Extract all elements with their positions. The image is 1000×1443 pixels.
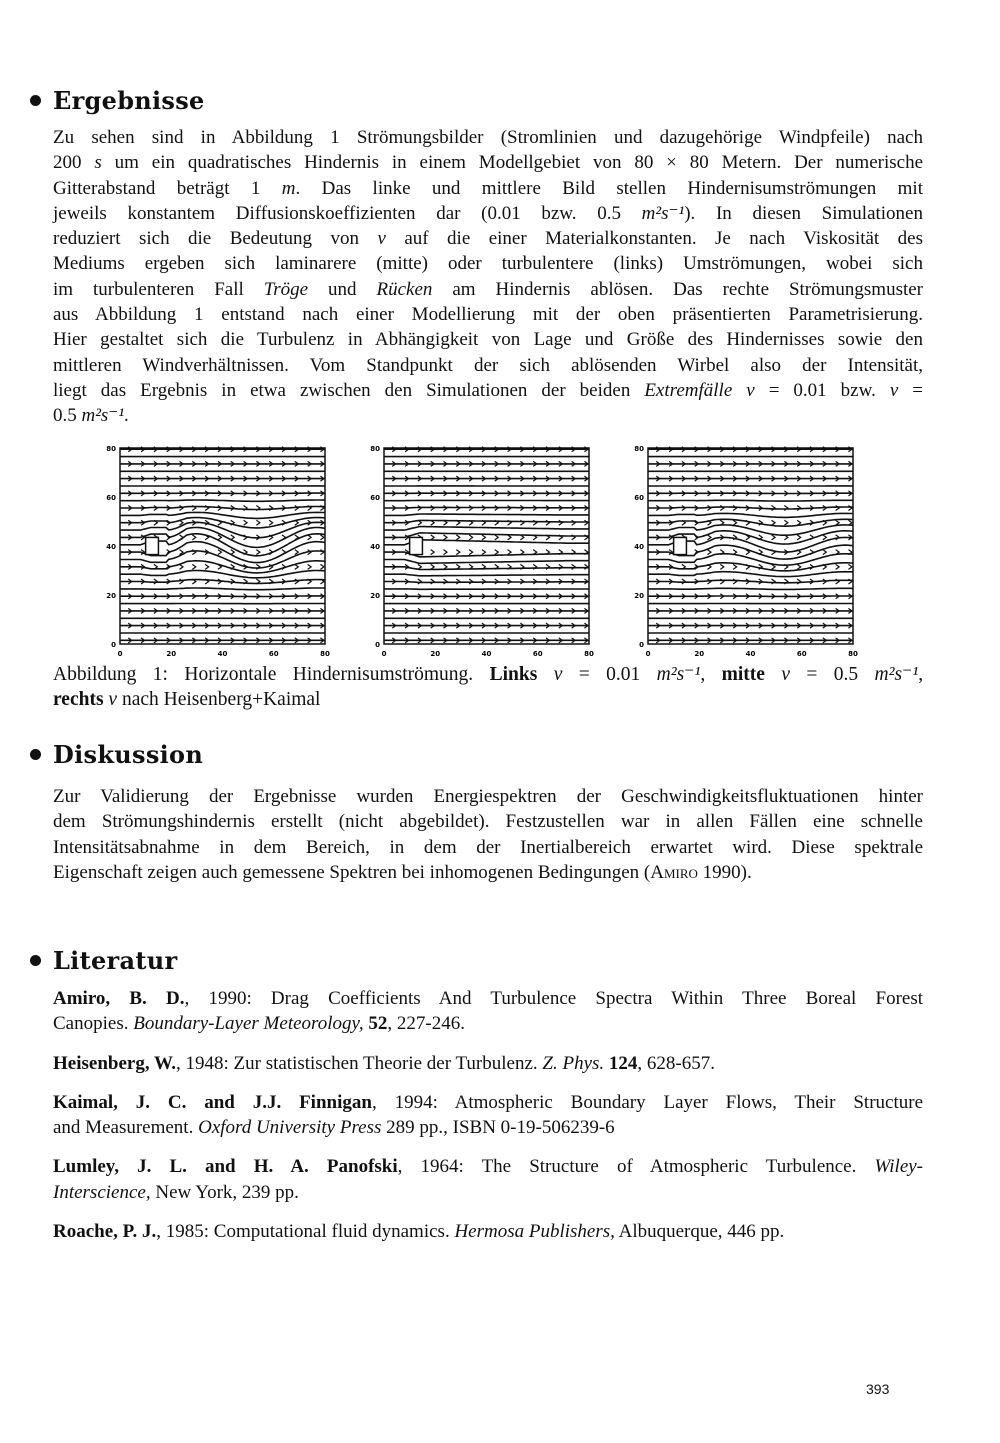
text-line bbox=[53, 176, 923, 201]
y-tick-label: 20 bbox=[106, 592, 116, 600]
text-run: ν bbox=[377, 228, 386, 250]
heading-text: Diskussion bbox=[53, 740, 204, 769]
text-run: m²s⁻¹ bbox=[81, 405, 125, 427]
page-number: 393 bbox=[866, 1381, 890, 1397]
x-tick-label: 20 bbox=[166, 650, 177, 658]
x-tick-label: 40 bbox=[217, 650, 228, 658]
text-line bbox=[53, 327, 923, 352]
text-run: und bbox=[308, 278, 377, 300]
text-run: nach Heisenberg+Kaimal bbox=[117, 689, 321, 711]
figure-panel-right bbox=[628, 440, 868, 660]
text-run: Eigenschaft zeigen auch gemessene Spektren bei inhomogenen Bedingungen ( bbox=[53, 861, 651, 883]
y-tick-label: 40 bbox=[370, 543, 380, 551]
streamline bbox=[648, 500, 853, 501]
text-line bbox=[53, 1011, 923, 1036]
streamline bbox=[384, 507, 589, 508]
text-run: jeweils konstantem Diffusionskoeffizienten dar (0.01 bzw. 0.5 bbox=[53, 202, 642, 224]
reference-item bbox=[53, 1154, 923, 1205]
x-tick-label: 40 bbox=[481, 650, 492, 658]
text-line bbox=[53, 1115, 923, 1140]
text-run: = 0.5 bbox=[789, 664, 875, 685]
paragraph-diskussion bbox=[53, 784, 923, 885]
text-run: mitte bbox=[721, 664, 765, 685]
text-run: Intensitätsabnahme in dem Bereich, in dem der Inertialbereich erwartet wird. Diese spektrale bbox=[53, 836, 923, 858]
text-line bbox=[53, 251, 923, 276]
text-run: Canopies. bbox=[53, 1013, 134, 1035]
y-tick-label: 60 bbox=[634, 494, 644, 502]
obstacle-square bbox=[146, 537, 159, 554]
text-run: 1990). bbox=[697, 861, 752, 883]
text-run: ). In diesen Simulationen bbox=[684, 202, 923, 224]
text-run: 0.5 bbox=[53, 405, 82, 427]
text-run: . Das linke und mittlere Bild stellen Hindernisumströmungen mit bbox=[295, 177, 923, 199]
text-run: ν bbox=[553, 664, 563, 685]
text-run: , 1964: The Structure of Atmospheric Turbulence. bbox=[397, 1156, 875, 1178]
text-line bbox=[53, 150, 923, 175]
text-run: Albuquerque, 446 pp. bbox=[614, 1221, 785, 1243]
text-run: m²s⁻¹ bbox=[874, 664, 919, 685]
text-run: um ein quadratisches Hindernis in einem Modellgebiet von 80 × 80 Metern. Der numerische bbox=[101, 152, 923, 174]
text-line bbox=[53, 986, 923, 1011]
text-run: Amiro, B. D. bbox=[53, 988, 185, 1009]
reference-item bbox=[53, 1219, 923, 1244]
y-tick-label: 0 bbox=[639, 641, 644, 649]
text-run: s bbox=[94, 152, 102, 174]
text-run: m²s⁻¹ bbox=[641, 202, 685, 224]
text-run: Rücken bbox=[376, 278, 433, 300]
bullet-icon bbox=[30, 95, 41, 106]
streamline bbox=[648, 588, 853, 589]
streamline bbox=[384, 582, 589, 583]
obstacle-square bbox=[674, 537, 687, 554]
text-run: 124 bbox=[608, 1052, 638, 1074]
x-tick-label: 60 bbox=[268, 650, 279, 658]
text-line bbox=[53, 353, 923, 378]
y-tick-label: 40 bbox=[634, 543, 644, 551]
text-run: and Measurement. bbox=[53, 1117, 199, 1139]
obstacle-square bbox=[410, 537, 423, 554]
x-tick-label: 60 bbox=[796, 650, 807, 658]
text-run: ν bbox=[781, 664, 790, 685]
text-run: , bbox=[700, 664, 722, 685]
text-run: , 1985: Computational fluid dynamics. bbox=[156, 1221, 455, 1243]
text-run: m bbox=[281, 177, 296, 199]
reference-item bbox=[53, 986, 923, 1037]
text-run: = bbox=[898, 379, 924, 401]
text-line bbox=[53, 378, 923, 403]
text-run: ν bbox=[889, 379, 899, 401]
text-run: Wiley- bbox=[874, 1156, 924, 1178]
y-tick-label: 0 bbox=[375, 641, 380, 649]
figure-panel-left bbox=[100, 440, 340, 660]
text-line bbox=[53, 784, 923, 809]
reference-item bbox=[53, 1051, 923, 1076]
text-line bbox=[53, 1219, 923, 1244]
text-run: aus Abbildung 1 entstand nach einer Modellierung mit der oben präsentierten Parametrisierung. bbox=[53, 304, 923, 326]
text-run: Zur Validierung der Ergebnisse wurden Energiespektren der Geschwindigkeitsfluktuationen hinter bbox=[53, 786, 923, 807]
y-tick-label: 80 bbox=[106, 445, 116, 453]
references-list bbox=[53, 986, 923, 1258]
text-run: ν bbox=[108, 689, 118, 711]
heading-literatur bbox=[30, 946, 177, 975]
text-run: = 0.01 bbox=[562, 664, 657, 685]
x-tick-label: 20 bbox=[694, 650, 705, 658]
x-tick-label: 0 bbox=[381, 650, 387, 658]
bullet-icon bbox=[30, 955, 41, 966]
text-line bbox=[53, 835, 923, 860]
text-line bbox=[53, 1051, 923, 1076]
text-run: Hermosa Publishers, bbox=[454, 1221, 615, 1243]
heading-ergebnisse bbox=[30, 86, 205, 115]
text-run: mittleren Windverhältnissen. Vom Standpunkt der sich ablösenden Wirbel also der Intensität, bbox=[53, 354, 923, 376]
text-line bbox=[53, 860, 923, 885]
text-line bbox=[53, 1154, 923, 1179]
text-run: Oxford University Press bbox=[198, 1117, 382, 1139]
y-tick-label: 40 bbox=[106, 543, 116, 551]
text-run: m²s⁻¹ bbox=[656, 664, 701, 685]
text-line bbox=[53, 1180, 923, 1205]
streamline bbox=[120, 500, 325, 501]
y-tick-label: 80 bbox=[634, 445, 644, 453]
text-run: , 628-657. bbox=[637, 1052, 715, 1074]
text-run: Zu sehen sind in Abbildung 1 Strömungsbilder (Stromlinien und dazugehörige Windpfeile) nach bbox=[53, 127, 923, 148]
text-run bbox=[765, 664, 781, 685]
text-line bbox=[53, 809, 923, 834]
text-line bbox=[53, 687, 923, 712]
text-run: . bbox=[124, 405, 129, 427]
text-run: , 1994: Atmospheric Boundary Layer Flows, Their Structure bbox=[371, 1091, 924, 1113]
text-run: 289 pp., ISBN 0-19-506239-6 bbox=[381, 1117, 615, 1139]
text-run bbox=[537, 664, 553, 685]
heading-diskussion bbox=[30, 740, 203, 769]
text-run: Boundary-Layer Meteorology, bbox=[133, 1013, 364, 1035]
y-tick-label: 60 bbox=[370, 494, 380, 502]
text-line bbox=[53, 302, 923, 327]
y-tick-label: 60 bbox=[106, 494, 116, 502]
text-run: Roache, P. J. bbox=[53, 1221, 157, 1243]
y-tick-label: 20 bbox=[634, 592, 644, 600]
text-run: Abbildung 1: Horizontale Hindernisumströmung. bbox=[53, 664, 490, 685]
figure-panel-middle bbox=[364, 440, 604, 660]
text-run: reduziert sich die Bedeutung von bbox=[53, 228, 378, 250]
text-run: dem Strömungshindernis erstellt (nicht abgebildet). Festzustellen war in allen Fällen eine schnelle bbox=[53, 811, 923, 833]
text-run: Heisenberg, W. bbox=[53, 1052, 176, 1074]
text-run: Amiro bbox=[650, 861, 698, 883]
text-run: Tröge bbox=[263, 278, 309, 300]
text-line bbox=[53, 662, 923, 687]
text-run: Kaimal, J. C. and J.J. Finnigan bbox=[53, 1091, 372, 1113]
y-tick-label: 0 bbox=[111, 641, 116, 649]
text-line bbox=[53, 201, 923, 226]
text-run: = 0.01 bzw. bbox=[754, 379, 890, 401]
text-run: am Hindernis ablösen. Das rechte Strömungsmuster bbox=[432, 278, 924, 300]
heading-text: Ergebnisse bbox=[53, 86, 205, 115]
text-run: auf die einer Materialkonstanten. Je nach Viskosität des bbox=[385, 228, 923, 250]
streamline bbox=[120, 596, 325, 597]
bullet-icon bbox=[30, 749, 41, 760]
text-run: Mediums ergeben sich laminarere (mitte) oder turbulentere (links) Umströmungen, wobei sich bbox=[53, 253, 923, 275]
text-run: 200 bbox=[53, 152, 95, 174]
streamline bbox=[120, 493, 325, 494]
text-run: New York, 239 pp. bbox=[150, 1181, 299, 1203]
text-run: rechts bbox=[53, 689, 104, 711]
text-run: Z. Phys. bbox=[542, 1052, 605, 1074]
text-run: Extremfälle ν bbox=[644, 379, 755, 401]
text-line bbox=[53, 125, 923, 150]
x-tick-label: 60 bbox=[532, 650, 543, 658]
text-run: im turbulenteren Fall bbox=[53, 278, 264, 300]
text-run: liegt das Ergebnis in etwa zwischen den Simulationen der beiden bbox=[53, 379, 645, 401]
text-run: 52 bbox=[368, 1013, 388, 1035]
y-tick-label: 20 bbox=[370, 592, 380, 600]
y-tick-label: 80 bbox=[370, 445, 380, 453]
text-run: Interscience, bbox=[53, 1181, 151, 1203]
text-line bbox=[53, 277, 923, 302]
text-run: Links bbox=[489, 664, 538, 685]
heading-text: Literatur bbox=[53, 946, 178, 975]
x-tick-label: 80 bbox=[584, 650, 594, 658]
x-tick-label: 20 bbox=[430, 650, 441, 658]
x-tick-label: 40 bbox=[745, 650, 756, 658]
x-tick-label: 80 bbox=[320, 650, 330, 658]
text-line bbox=[53, 226, 923, 251]
text-line bbox=[53, 1090, 923, 1115]
streamline bbox=[384, 514, 589, 515]
text-run: , 1990: Drag Coefficients And Turbulence Spectra Within Three Boreal Forest bbox=[184, 988, 924, 1009]
text-run: Gitterabstand beträgt 1 bbox=[53, 177, 282, 199]
x-tick-label: 0 bbox=[645, 650, 651, 658]
x-tick-label: 80 bbox=[848, 650, 858, 658]
paragraph-ergebnisse bbox=[53, 125, 923, 429]
figure-caption bbox=[53, 662, 923, 713]
x-tick-label: 0 bbox=[117, 650, 123, 658]
text-run: Lumley, J. L. and H. A. Panofski bbox=[53, 1156, 398, 1178]
text-run: Hier gestaltet sich die Turbulenz in Abhängigkeit von Lage und Größe des Hindernisses sowie den bbox=[53, 329, 923, 351]
text-run: , 227-246. bbox=[387, 1013, 465, 1035]
reference-item bbox=[53, 1090, 923, 1141]
text-run: , bbox=[918, 664, 924, 685]
text-run: , 1948: Zur statistischen Theorie der Turbulenz. bbox=[175, 1052, 543, 1074]
text-line bbox=[53, 403, 923, 428]
